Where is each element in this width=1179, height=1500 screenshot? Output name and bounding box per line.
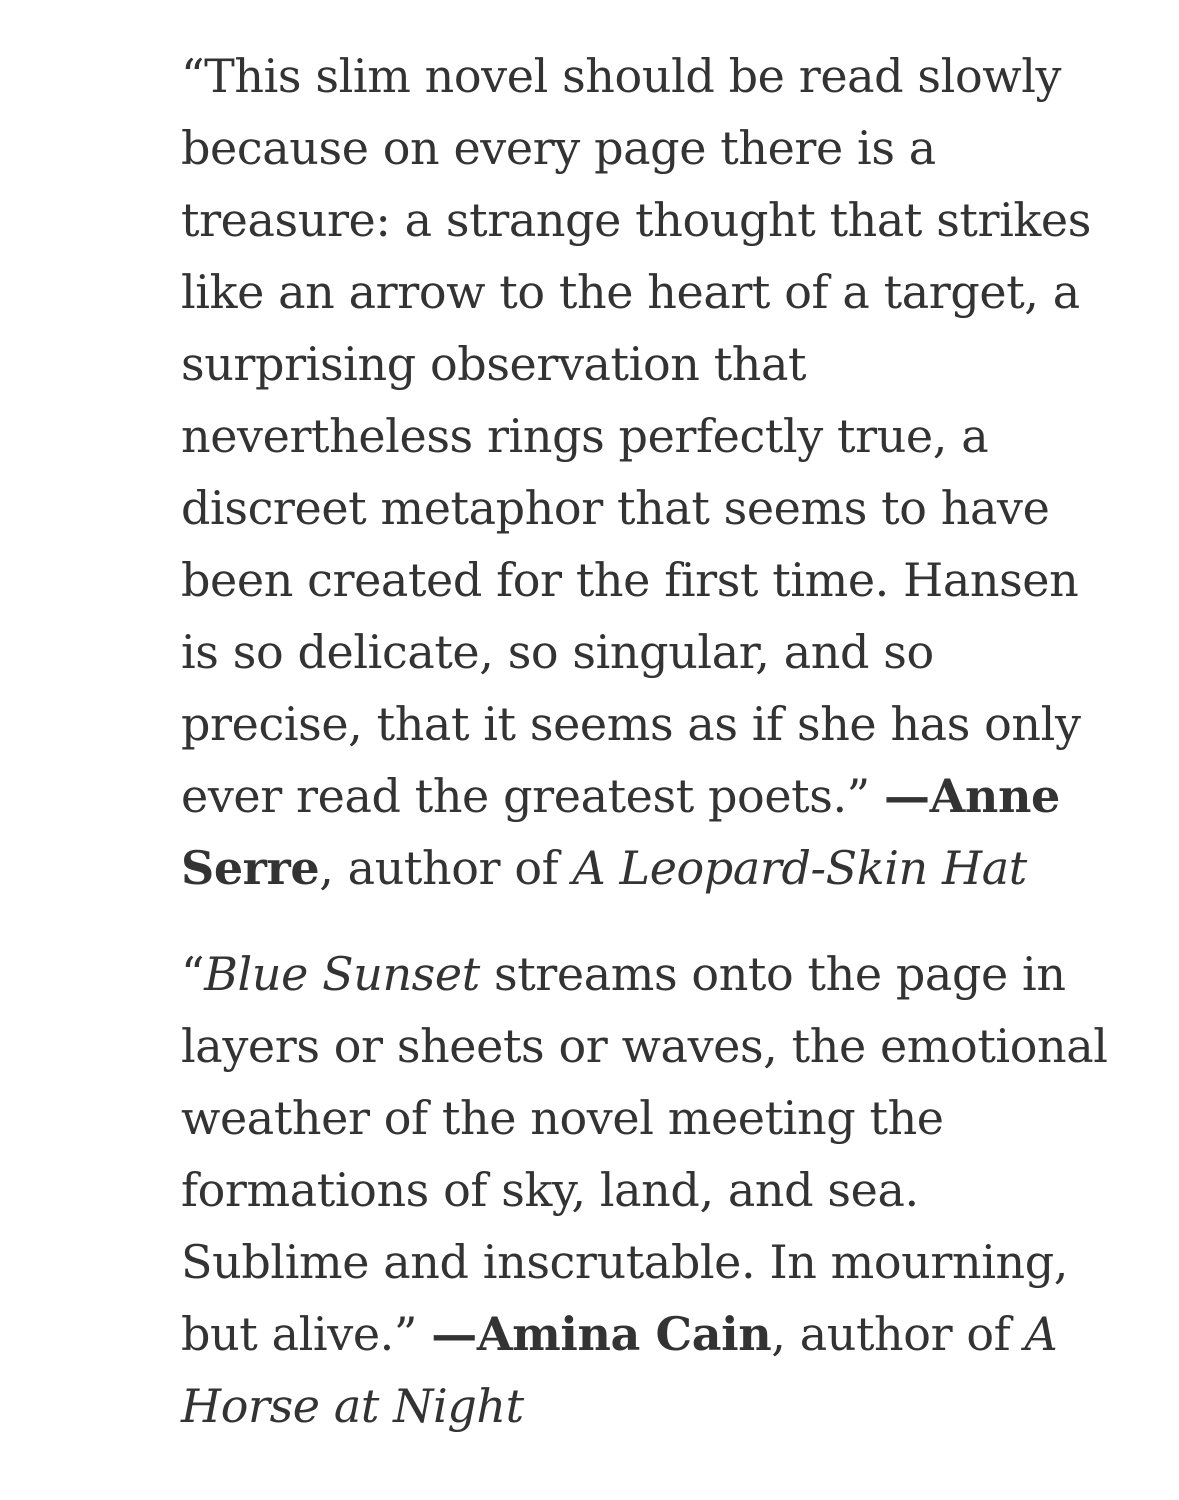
attribution-dash: — (884, 769, 930, 823)
book-title: Blue Sunset (204, 947, 480, 1001)
paragraph-gap (181, 904, 1061, 938)
quote-line: weather of the novel meeting the (181, 1091, 944, 1145)
open-quote: “ (181, 947, 205, 1001)
blurbs-section (181, 40, 1108, 1442)
quote-line: like an arrow to the heart of a target, a (181, 265, 1080, 319)
quote-line: formations of sky, land, and sea. (181, 1163, 919, 1217)
quote-line: precise, that it seems as if she has only (181, 697, 1081, 751)
quote-line: layers or sheets or waves, the emotional (181, 1019, 1108, 1073)
attribution-dash: — (431, 1307, 477, 1361)
blurb-anne-serre (181, 40, 1091, 904)
attribution-line (181, 1370, 1061, 1442)
blurb-amina-cain (181, 938, 1108, 1442)
attribution-line (181, 832, 1061, 904)
book-title: A Leopard-Skin Hat (572, 841, 1027, 895)
quote-text: but alive.” (181, 1307, 432, 1361)
author-of-text: , author of (319, 841, 573, 895)
book-title-part: A (1024, 1307, 1058, 1361)
quote-line: treasure: a strange thought that strikes (181, 193, 1091, 247)
author-name: Amina Cain (476, 1307, 772, 1361)
quote-line: is so delicate, so singular, and so (181, 625, 934, 679)
quote-line: nevertheless rings perfectly true, a (181, 409, 989, 463)
book-title-part: Horse at Night (181, 1379, 524, 1433)
quote-line: “This slim novel should be read slowly (181, 49, 1062, 103)
quote-line: because on every page there is a (181, 121, 936, 175)
author-of-text: , author of (771, 1307, 1025, 1361)
quote-text: ever read the greatest poets.” (181, 769, 885, 823)
quote-line: discreet metaphor that seems to have (181, 481, 1050, 535)
quote-first-line (181, 938, 1066, 1010)
quote-text: streams onto the page in (479, 947, 1066, 1001)
author-last-name: Serre (181, 841, 320, 895)
quote-line: surprising observation that (181, 337, 807, 391)
quote-line: been created for the first time. Hansen (181, 553, 1079, 607)
author-first-name: Anne (929, 769, 1060, 823)
quote-line: Sublime and inscrutable. In mourning, (181, 1235, 1069, 1289)
quote-last-line (181, 760, 1061, 832)
quote-last-line (181, 1298, 1061, 1370)
